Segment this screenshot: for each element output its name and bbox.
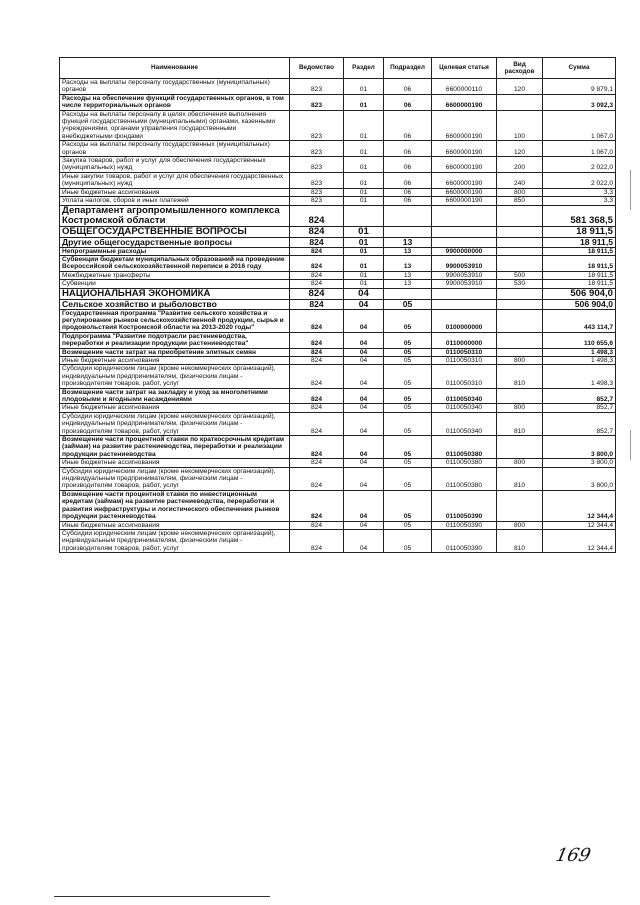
table-row [60,356,616,364]
row-amount: 18 911,5 [543,237,616,247]
row-section: 01 [344,280,384,288]
row-expense-type: 800 [497,521,543,529]
row-subsection: 13 [384,271,432,279]
row-section: 01 [344,110,384,141]
row-amount: 852,7 [543,388,616,404]
row-section: 04 [344,332,384,348]
row-subsection: 06 [384,157,432,173]
row-target: 6600000190 [432,94,497,110]
row-section: 04 [344,299,384,309]
row-expense-type [497,436,543,459]
row-section: 01 [344,271,384,279]
table-row [60,141,616,157]
row-name: Иные бюджетные ассигнования [60,356,290,364]
row-ministry: 824 [290,237,344,247]
row-section: 01 [344,79,384,95]
row-subsection: 05 [384,332,432,348]
table-row [60,280,616,288]
row-amount: 1 067,0 [543,110,616,141]
header-ministry: Ведомство [290,58,344,79]
row-amount: 852,7 [543,412,616,435]
table-row [60,529,616,552]
row-ministry: 824 [290,459,344,467]
row-target [432,226,497,237]
row-amount: 3 800,0 [543,459,616,467]
row-target: 0110050340 [432,404,497,412]
row-expense-type [497,94,543,110]
row-ministry: 824 [290,288,344,299]
header-subsection: Подраздел [384,58,432,79]
table-row [60,490,616,521]
row-target: 0110050310 [432,356,497,364]
row-section: 01 [344,226,384,237]
row-section: 01 [344,94,384,110]
row-target: 6600000110 [432,79,497,95]
row-target [432,299,497,309]
row-amount: 18 911,5 [543,247,616,255]
row-expense-type [497,255,543,271]
table-row [60,521,616,529]
table-row [60,436,616,459]
row-target: 6600000190 [432,157,497,173]
row-subsection: 05 [384,529,432,552]
row-expense-type: 810 [497,412,543,435]
row-subsection: 06 [384,94,432,110]
row-ministry: 823 [290,197,344,205]
row-amount: 852,7 [543,404,616,412]
table-row [60,157,616,173]
row-ministry: 824 [290,226,344,237]
row-name: Возмещение части процентной ставки по инвестиционным кредитам (займам) на развитие растениеводства, переработки и развития инфраструктуры и логистического обеспечения рынков продукции растениеводства [60,490,290,521]
row-subsection: 13 [384,255,432,271]
row-amount: 12 344,4 [543,521,616,529]
row-subsection: 06 [384,172,432,188]
row-ministry: 823 [290,110,344,141]
row-section: 04 [344,529,384,552]
row-section: 04 [344,288,384,299]
row-target: 9900053910 [432,271,497,279]
row-name: Департамент агропромышленного комплекса Костромской области [60,205,290,226]
row-section: 04 [344,356,384,364]
row-expense-type [497,237,543,247]
table-row [60,94,616,110]
header-target: Целевая статья [432,58,497,79]
row-section: 01 [344,255,384,271]
row-section: 04 [344,388,384,404]
row-ministry: 824 [290,255,344,271]
row-name: Закупка товаров, работ и услуг для обеспечения государственных (муниципальных) нужд [60,157,290,173]
row-name: Иные бюджетные ассигнования [60,459,290,467]
table-row [60,309,616,332]
row-amount: 12 344,4 [543,529,616,552]
row-target [432,237,497,247]
row-target: 0110050340 [432,388,497,404]
row-subsection: 05 [384,365,432,388]
row-target: 9900000000 [432,247,497,255]
row-expense-type: 810 [497,467,543,490]
table-row [60,172,616,188]
table-row [60,188,616,196]
row-expense-type [497,299,543,309]
row-name: Возмещение части затрат на закладку и уход за многолетними плодовыми и ягодными насаждениями [60,388,290,404]
row-expense-type [497,332,543,348]
row-target: 0100000000 [432,309,497,332]
row-section: 04 [344,521,384,529]
row-name: Иные бюджетные ассигнования [60,188,290,196]
table-row [60,226,616,237]
row-name: Возмещение части процентной ставки по краткосрочным кредитам (займам) на развитие растениеводства, переработки и реализации продукции растениеводства [60,436,290,459]
table-row [60,255,616,271]
row-expense-type [497,247,543,255]
row-ministry: 823 [290,79,344,95]
row-ministry: 824 [290,299,344,309]
row-subsection: 05 [384,436,432,459]
budget-sheet [59,57,615,553]
row-subsection: 05 [384,521,432,529]
row-expense-type: 800 [497,356,543,364]
row-ministry: 824 [290,247,344,255]
table-row [60,247,616,255]
row-amount: 18 911,5 [543,271,616,279]
row-ministry: 823 [290,157,344,173]
row-name: Иные бюджетные ассигнования [60,521,290,529]
row-subsection: 13 [384,237,432,247]
row-subsection: 13 [384,280,432,288]
row-amount: 581 368,5 [543,205,616,226]
row-section: 01 [344,141,384,157]
row-subsection: 06 [384,197,432,205]
table-row [60,299,616,309]
row-ministry: 824 [290,271,344,279]
table-row [60,110,616,141]
row-expense-type [497,348,543,356]
row-ministry: 824 [290,388,344,404]
row-name: Расходы на обеспечение функций государственных органов, в том числе территориальных органов [60,94,290,110]
row-ministry: 823 [290,172,344,188]
row-expense-type [497,288,543,299]
row-expense-type [497,388,543,404]
row-ministry: 824 [290,280,344,288]
row-section: 04 [344,404,384,412]
row-subsection: 05 [384,388,432,404]
page-number: 169 [553,845,593,866]
row-amount: 3 800,0 [543,436,616,459]
row-target: 0110050390 [432,521,497,529]
row-expense-type: 100 [497,110,543,141]
row-target: 6600000190 [432,141,497,157]
row-ministry: 824 [290,529,344,552]
row-ministry: 824 [290,467,344,490]
row-name: Иные закупки товаров, работ и услуг для обеспечения государственных (муниципальных) нужд [60,172,290,188]
row-expense-type: 800 [497,404,543,412]
row-amount: 1 498,3 [543,348,616,356]
row-expense-type: 810 [497,365,543,388]
row-ministry: 823 [290,94,344,110]
row-target: 0110000000 [432,332,497,348]
row-expense-type [497,309,543,332]
row-section: 04 [344,309,384,332]
row-name: НАЦИОНАЛЬНАЯ ЭКОНОМИКА [60,288,290,299]
row-section: 01 [344,172,384,188]
row-amount: 1 498,3 [543,365,616,388]
row-section: 04 [344,412,384,435]
row-expense-type [497,226,543,237]
row-ministry: 824 [290,436,344,459]
row-expense-type: 800 [497,188,543,196]
row-target: 9900053910 [432,280,497,288]
row-expense-type: 120 [497,141,543,157]
row-amount: 3 800,0 [543,467,616,490]
row-amount: 18 911,5 [543,255,616,271]
row-amount: 2 022,0 [543,157,616,173]
row-ministry: 824 [290,309,344,332]
row-target: 0110050380 [432,436,497,459]
row-expense-type: 120 [497,79,543,95]
row-name: Субсидии юридическим лицам (кроме некоммерческих организаций), индивидуальным предпринимателям, физическим лицам - производителям товаров, работ, услуг [60,529,290,552]
row-section: 04 [344,467,384,490]
row-amount: 443 114,7 [543,309,616,332]
row-target: 6600000190 [432,197,497,205]
row-expense-type: 500 [497,271,543,279]
row-target [432,288,497,299]
table-row [60,79,616,95]
row-amount: 3,3 [543,188,616,196]
row-name: Непрограммные расходы [60,247,290,255]
row-expense-type: 810 [497,529,543,552]
row-expense-type [497,205,543,226]
table-header-row [60,58,616,79]
row-subsection: 06 [384,79,432,95]
row-amount: 1 067,0 [543,141,616,157]
row-name: Субсидии юридическим лицам (кроме некоммерческих организаций), индивидуальным предпринимателям, физическим лицам - производителям товаров, работ, услуг [60,412,290,435]
row-subsection: 05 [384,467,432,490]
row-name: Уплата налогов, сборов и иных платежей [60,197,290,205]
row-amount: 1 498,3 [543,356,616,364]
row-subsection: 05 [384,404,432,412]
row-subsection: 05 [384,490,432,521]
row-amount: 110 655,6 [543,332,616,348]
row-amount: 9 879,1 [543,79,616,95]
row-target: 6600000190 [432,110,497,141]
row-ministry: 824 [290,205,344,226]
row-amount: 18 911,5 [543,280,616,288]
row-section: 04 [344,348,384,356]
row-subsection [384,288,432,299]
row-ministry: 823 [290,141,344,157]
row-amount: 18 911,5 [543,226,616,237]
row-expense-type: 850 [497,197,543,205]
row-target: 0110050310 [432,348,497,356]
row-target: 6600000190 [432,188,497,196]
row-target: 0110050390 [432,490,497,521]
table-body [60,79,616,553]
row-target: 0110050390 [432,529,497,552]
row-name: Иные бюджетные ассигнования [60,404,290,412]
row-section: 04 [344,365,384,388]
row-subsection [384,226,432,237]
row-name: Расходы на выплаты персоналу в целях обеспечения выполнения функций государственными (муниципальными) органами, казенными учреждениями, органами управления государственными внебюджетными фондами [60,110,290,141]
row-ministry: 824 [290,365,344,388]
row-section [344,205,384,226]
row-subsection: 05 [384,412,432,435]
row-section: 04 [344,459,384,467]
row-subsection: 05 [384,299,432,309]
table-row [60,388,616,404]
row-target: 0110050310 [432,365,497,388]
row-subsection: 05 [384,459,432,467]
row-ministry: 824 [290,490,344,521]
row-expense-type: 240 [497,172,543,188]
row-subsection: 05 [384,348,432,356]
footer-divider [54,896,270,897]
row-name: Субвенции бюджетам муниципальных образований на проведение Всероссийской сельскохозяйственной переписи в 2016 году [60,255,290,271]
row-ministry: 824 [290,521,344,529]
table-row [60,404,616,412]
row-ministry: 824 [290,356,344,364]
row-subsection: 06 [384,141,432,157]
row-ministry: 824 [290,412,344,435]
table-row [60,459,616,467]
row-name: Субсидии юридическим лицам (кроме некоммерческих организаций), индивидуальным предпринимателям, физическим лицам - производителям товаров, работ, услуг [60,365,290,388]
row-name: Государственная программа "Развитие сельского хозяйства и регулирование рынков сельскохозяйственной продукции, сырья и продовольствия Костромской области на 2013-2020 годы" [60,309,290,332]
table-row [60,412,616,435]
row-name: Возмещение части затрат на приобретение элитных семян [60,348,290,356]
row-name: Расходы на выплаты персоналу государственных (муниципальных) органов [60,79,290,95]
row-section: 04 [344,490,384,521]
row-section: 01 [344,237,384,247]
row-section: 01 [344,247,384,255]
header-amount: Сумма [543,58,616,79]
row-subsection: 06 [384,188,432,196]
row-name: ОБЩЕГОСУДАРСТВЕННЫЕ ВОПРОСЫ [60,226,290,237]
table-row [60,271,616,279]
row-expense-type: 530 [497,280,543,288]
table-row [60,467,616,490]
row-subsection: 05 [384,356,432,364]
row-ministry: 824 [290,404,344,412]
row-expense-type: 200 [497,157,543,173]
row-section: 04 [344,436,384,459]
header-expense-type: Вид расходов [497,58,543,79]
row-target: 6600000190 [432,172,497,188]
row-name: Другие общегосударственные вопросы [60,237,290,247]
budget-table [59,57,616,553]
row-amount: 12 344,4 [543,490,616,521]
row-target: 0110050380 [432,467,497,490]
row-name: Расходы на выплаты персоналу государственных (муниципальных) органов [60,141,290,157]
table-row [60,205,616,226]
row-subsection: 06 [384,110,432,141]
row-target [432,205,497,226]
row-amount: 3,3 [543,197,616,205]
row-section: 01 [344,157,384,173]
table-row [60,288,616,299]
header-name: Наименование [60,58,290,79]
row-expense-type: 800 [497,459,543,467]
row-ministry: 824 [290,348,344,356]
row-name: Подпрограмма "Развитие подотрасли растениеводства, переработки и реализации продукции растениеводства" [60,332,290,348]
row-name: Субсидии юридическим лицам (кроме некоммерческих организаций), индивидуальным предпринимателям, физическим лицам - производителям товаров, работ, услуг [60,467,290,490]
scan-edge-mark [630,170,631,210]
table-row [60,365,616,388]
table-row [60,332,616,348]
table-row [60,237,616,247]
row-amount: 506 904,0 [543,299,616,309]
row-amount: 2 022,0 [543,172,616,188]
row-ministry: 823 [290,188,344,196]
row-name: Межбюджетные трансферты [60,271,290,279]
table-row [60,197,616,205]
row-target: 0110050340 [432,412,497,435]
row-subsection: 13 [384,247,432,255]
row-subsection [384,205,432,226]
row-section: 01 [344,188,384,196]
table-row [60,348,616,356]
row-name: Субвенции [60,280,290,288]
row-target: 9900053910 [432,255,497,271]
row-subsection: 05 [384,309,432,332]
row-target: 0110050380 [432,459,497,467]
row-amount: 3 092,3 [543,94,616,110]
row-name: Сельское хозяйство и рыболовство [60,299,290,309]
row-ministry: 824 [290,332,344,348]
row-expense-type [497,490,543,521]
header-section: Раздел [344,58,384,79]
scan-edge-mark [630,430,631,460]
row-section: 01 [344,197,384,205]
row-amount: 506 904,0 [543,288,616,299]
